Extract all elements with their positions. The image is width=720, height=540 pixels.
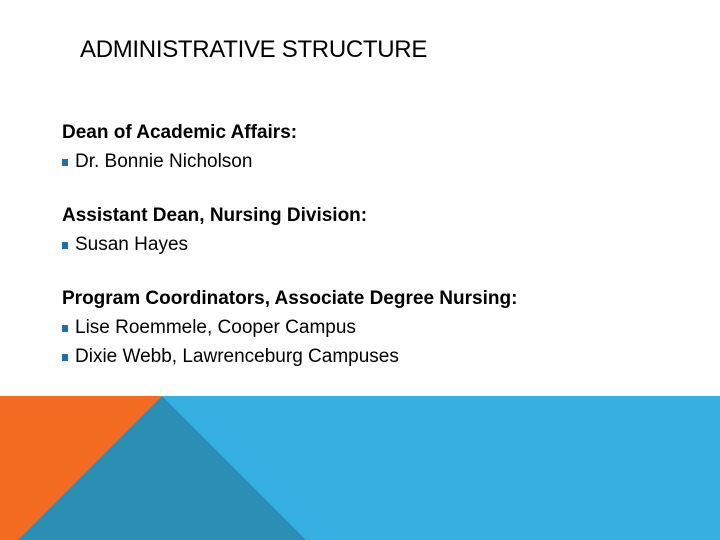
- list-item: [62, 313, 692, 342]
- bullet-list: [62, 230, 692, 259]
- section-dean: [62, 118, 692, 176]
- section-heading: Assistant Dean, Nursing Division:: [62, 205, 368, 226]
- square-bullet-icon: [62, 242, 68, 249]
- square-bullet-icon: [62, 354, 68, 361]
- list-item: [62, 147, 692, 176]
- list-item-text: Lise Roemmele, Cooper Campus: [75, 317, 356, 338]
- bullet-list: [62, 147, 692, 176]
- section-assistant-dean: [62, 201, 692, 259]
- list-item: [62, 342, 692, 371]
- section-program-coordinators: [62, 284, 692, 371]
- section-heading: Program Coordinators, Associate Degree Nursing:: [62, 288, 518, 309]
- square-bullet-icon: [62, 325, 68, 332]
- bullet-list: [62, 313, 692, 371]
- decorative-triangles: [0, 396, 720, 540]
- square-bullet-icon: [62, 159, 68, 166]
- slide-title: ADMINISTRATIVE STRUCTURE: [80, 36, 428, 63]
- list-item: [62, 230, 692, 259]
- list-item-text: Susan Hayes: [75, 234, 189, 255]
- list-item-text: Dr. Bonnie Nicholson: [75, 151, 253, 172]
- slide-content: [62, 118, 692, 396]
- section-heading: Dean of Academic Affairs:: [62, 122, 298, 143]
- list-item-text: Dixie Webb, Lawrenceburg Campuses: [75, 346, 399, 367]
